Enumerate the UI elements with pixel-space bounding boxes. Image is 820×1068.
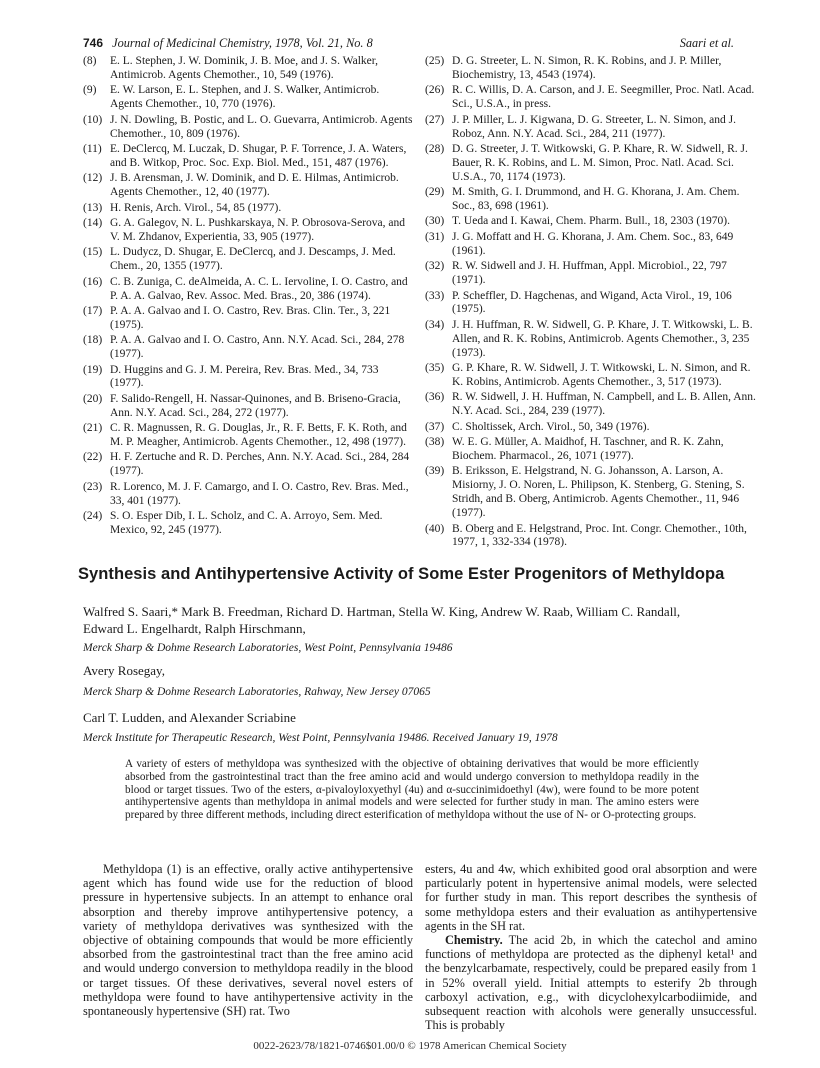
reference-item [425,231,757,259]
reference-item [83,172,413,200]
reference-number: (14) [83,216,103,229]
reference-text: C. B. Zuniga, C. deAlmeida, A. C. L. Iervoline, I. O. Castro, and P. A. A. Galvao, Rev. Assoc. Med. Bras., 20, 386 (1974). [110,275,408,302]
references-right-column [425,55,757,552]
reference-text: B. Eriksson, E. Helgstrand, N. G. Johansson, A. Larson, A. Misiorny, J. O. Noren, L. Philipson, K. Stenberg, G. Stening, S. Stridh, and B. Oberg, Antimicrob. Agents Chemother., 11, 946 (1977). [452,465,745,520]
reference-text: D. G. Streeter, J. T. Witkowski, G. P. Khare, R. W. Sidwell, R. J. Bauer, R. K. Robins, and L. M. Simon, Proc. Natl. Acad. Sci. U.S.A., 70, 1174 (1973). [452,142,748,183]
body-paragraph: Methyldopa (1) is an effective, orally active antihypertensive agent which has found wide use for the reduction of blood pressure in hypertensive subjects. In an attempt to enhance oral absorption and thereby improve antihypertensive potency, a variety of methyldopa derivatives was synthesized with the objective of obtaining compounds that would be more efficiently absorbed from the gastrointestinal tract than the free amino acid and would undergo conversion to methyldopa readily in the blood or target tissues. Of these derivatives, several novel esters of methyldopa were found to have antihypertensive activity in the spontaneously hypertensive (SH) rat. Two [83,862,413,1019]
reference-item [425,143,757,185]
page-number: 746 [83,36,104,50]
reference-item [83,276,413,304]
reference-text: J. B. Arensman, J. W. Dominik, and D. E. Hilmas, Antimicrob. Agents Chemother., 12, 40 (1977). [110,172,399,199]
running-authors: Saari et al. [679,36,734,50]
reference-number: (26) [425,84,445,97]
author-line: Walfred S. Saari,* Mark B. Freedman, Richard D. Hartman, Stella W. King, Andrew W. Raab, William C. Randall, [83,604,681,619]
reference-text: C. Sholtissek, Arch. Virol., 50, 349 (1976). [452,420,650,433]
reference-item [425,391,757,419]
reference-number: (10) [83,113,103,126]
reference-text: J. N. Dowling, B. Postic, and L. O. Guevarra, Antimicrob. Agents Chemother., 10, 809 (1976). [110,113,413,140]
abstract: A variety of esters of methyldopa was synthesized with the objective of obtaining derivatives that would be more efficiently absorbed from the gastrointestinal tract than the free amino acid and would undergo conversion to methyldopa readily in the blood or target tissues. Two of the esters, α-pivaloyloxyethyl (4u) and α-succinimidoethyl (4w), were found to be more potent antihypertensive agents than methyldopa in animal models and were selected for further study in man. The amino esters were prepared by three different methods, including direct esterification of methyldopa without the use of N- or O-protecting groups. [125,758,699,822]
reference-text: L. Dudycz, D. Shugar, E. DeClercq, and J. Descamps, J. Med. Chem., 20, 1355 (1977). [110,246,396,273]
author-list-3: Carl T. Ludden, and Alexander Scriabine [83,710,296,725]
author-line: Edward L. Engelhardt, Ralph Hirschmann, [83,620,306,636]
body-left-column [83,862,413,1018]
body-text: The acid 2b, in which the catechol and amino functions of methyldopa are protected as the diphenyl ketal¹ and the benzylcarbamate, respectively, could be prepared easily from 1 in 52% overall yield. Initial attempts to esterify 2b through carboxyl activation, e.g., with dicyclohexylcarbodiimide, and subsequent reaction with alcohols were generally unsuccessful. This is probably [425,933,757,1033]
reference-number: (17) [83,304,103,317]
reference-text: G. A. Galegov, N. L. Pushkarskaya, N. P. Obrosova-Serova, and V. M. Zhdanov, Experientia, 33, 905 (1977). [110,216,406,243]
reference-number: (34) [425,318,445,331]
reference-number: (13) [83,201,103,214]
body-paragraph [425,933,757,1032]
reference-number: (29) [425,186,445,199]
reference-number: (33) [425,289,445,302]
reference-number: (40) [425,522,445,535]
reference-item [83,334,413,362]
reference-item [83,510,413,538]
reference-text: F. Salido-Rengell, H. Nassar-Quinones, and B. Briseno-Gracia, Ann. N.Y. Acad. Sci., 284, 272 (1977). [110,392,401,419]
reference-item [425,436,757,464]
reference-item [425,421,757,435]
reference-item [425,290,757,318]
reference-number: (31) [425,230,445,243]
reference-number: (18) [83,334,103,347]
reference-item [83,114,413,142]
reference-number: (30) [425,215,445,228]
reference-number: (19) [83,363,103,376]
reference-text: D. Huggins and G. J. M. Pereira, Rev. Bras. Med., 34, 733 (1977). [110,363,379,390]
reference-item [83,84,413,112]
reference-text: E. L. Stephen, J. W. Dominik, J. B. Moe, and J. S. Walker, Antimicrob. Agents Chemother., 10, 549 (1976). [110,55,379,81]
reference-text: C. R. Magnussen, R. G. Douglas, Jr., R. F. Betts, F. K. Roth, and M. P. Meagher, Antimicrob. Agents Chemother., 12, 498 (1977). [110,422,407,449]
reference-item [83,451,413,479]
reference-item [83,305,413,333]
reference-text: R. W. Sidwell, J. H. Huffman, N. Campbell, and L. B. Allen, Ann. N.Y. Acad. Sci., 284, 239 (1977). [452,391,756,418]
affiliation-2: Merck Sharp & Dohme Research Laboratories, Rahway, New Jersey 07065 [83,686,431,698]
reference-item [83,481,413,509]
reference-item [425,523,757,551]
reference-text: B. Oberg and E. Helgstrand, Proc. Int. Congr. Chemother., 10th, 1977, 1, 332-334 (1978). [452,522,747,549]
reference-number: (35) [425,362,445,375]
reference-text: P. A. A. Galvao and I. O. Castro, Rev. Bras. Clin. Ter., 3, 221 (1975). [110,304,391,331]
reference-item [425,260,757,288]
reference-item [425,186,757,214]
reference-text: R. C. Willis, D. A. Carson, and J. E. Seegmiller, Proc. Natl. Acad. Sci., U.S.A., in press. [452,84,755,111]
reference-text: R. Lorenco, M. J. F. Camargo, and I. O. Castro, Rev. Bras. Med., 33, 401 (1977). [110,480,409,507]
reference-item [83,393,413,421]
author-list-2: Avery Rosegay, [83,663,165,678]
reference-text: J. G. Moffatt and H. G. Khorana, J. Am. Chem. Soc., 83, 649 (1961). [452,230,734,257]
reference-text: H. F. Zertuche and R. D. Perches, Ann. N.Y. Acad. Sci., 284, 284 (1977). [110,451,410,478]
reference-item [425,319,757,361]
reference-item [83,202,413,216]
reference-item [83,422,413,450]
reference-number: (22) [83,451,103,464]
reference-number: (25) [425,55,445,67]
reference-text: T. Ueda and I. Kawai, Chem. Pharm. Bull., 18, 2303 (1970). [452,215,730,228]
reference-number: (12) [83,172,103,185]
reference-item [425,465,757,521]
reference-text: J. H. Huffman, R. W. Sidwell, G. P. Khare, J. T. Witkowski, L. B. Allen, and R. K. Robins, Antimicrob. Agents Chemother., 3, 235 (1973). [452,318,753,359]
reference-text: G. P. Khare, R. W. Sidwell, J. T. Witkowski, L. N. Simon, and R. K. Robins, Antimicrob. Agents Chemother., 3, 517 (1973). [452,362,751,388]
reference-text: R. W. Sidwell and J. H. Huffman, Appl. Microbiol., 22, 797 (1971). [452,260,727,287]
reference-number: (28) [425,142,445,155]
reference-number: (11) [83,142,102,155]
reference-text: P. A. A. Galvao and I. O. Castro, Ann. N.Y. Acad. Sci., 284, 278 (1977). [110,334,405,361]
reference-text: D. G. Streeter, L. N. Simon, R. K. Robins, and J. P. Miller, Biochemistry, 13, 4543 (1974). [452,55,722,81]
affiliation-3: Merck Institute for Therapeutic Research, West Point, Pennsylvania 19486. Received January 19, 1978 [83,732,558,744]
reference-item [83,364,413,392]
reference-text: S. O. Esper Dib, I. L. Scholz, and C. A. Arroyo, Sem. Med. Mexico, 92, 245 (1977). [110,510,383,536]
reference-item [425,114,757,142]
reference-text: J. P. Miller, L. J. Kigwana, D. G. Streeter, L. N. Simon, and J. Roboz, Ann. N.Y. Acad. Sci., 284, 211 (1977). [452,113,736,140]
reference-number: (16) [83,275,103,288]
running-head [83,34,734,52]
body-right-column [425,862,757,1032]
reference-text: M. Smith, G. I. Drummond, and H. G. Khorana, J. Am. Chem. Soc., 83, 698 (1961). [452,186,740,213]
reference-item [83,246,413,274]
copyright-footer: 0022-2623/78/1821-0746$01.00/0 © 1978 American Chemical Society [253,1040,567,1052]
reference-number: (38) [425,436,445,449]
reference-text: E. W. Larson, E. L. Stephen, and J. S. Walker, Antimicrob. Agents Chemother., 10, 770 (1976). [110,84,380,111]
reference-item [83,217,413,245]
reference-text: W. E. G. Müller, A. Maidhof, H. Taschner, and R. K. Zahn, Biochem. Pharmacol., 26, 1071 (1977). [452,436,724,462]
reference-number: (23) [83,480,103,493]
reference-number: (36) [425,391,445,404]
reference-number: (24) [83,510,103,523]
reference-item [425,362,757,390]
reference-item [425,84,757,112]
reference-item [425,215,757,229]
article-title: Synthesis and Antihypertensive Activity of Some Ester Progenitors of Methyldopa [78,565,725,583]
reference-number: (20) [83,392,103,405]
author-list-1 [83,604,773,637]
reference-number: (21) [83,422,103,435]
reference-item [425,55,757,83]
body-paragraph: esters, 4u and 4w, which exhibited good oral absorption and were particularly potent in hypertensive animal models, were selected for further study in man. This report describes the synthesis of some methyldopa esters and their evaluation as antihypertensive agents in the SH rat. [425,862,757,933]
reference-number: (39) [425,465,445,478]
reference-text: H. Renis, Arch. Virol., 54, 85 (1977). [110,201,282,214]
references-left-column [83,55,413,539]
reference-number: (9) [83,84,97,97]
section-heading: Chemistry. [445,933,503,948]
affiliation-1: Merck Sharp & Dohme Research Laboratories, West Point, Pennsylvania 19486 [83,642,453,654]
journal-citation: Journal of Medicinal Chemistry, 1978, Vol. 21, No. 8 [112,36,373,50]
reference-number: (8) [83,55,97,67]
reference-number: (37) [425,420,445,433]
reference-number: (27) [425,113,445,126]
reference-text: E. DeClercq, M. Luczak, D. Shugar, P. F. Torrence, J. A. Waters, and B. Witkop, Proc. Soc. Exp. Biol. Med., 151, 487 (1976). [110,142,407,169]
reference-number: (15) [83,246,103,259]
reference-item [83,143,413,171]
reference-number: (32) [425,260,445,273]
reference-item [83,55,413,83]
reference-text: P. Scheffler, D. Hagchenas, and Wigand, Acta Virol., 19, 106 (1975). [452,289,732,316]
